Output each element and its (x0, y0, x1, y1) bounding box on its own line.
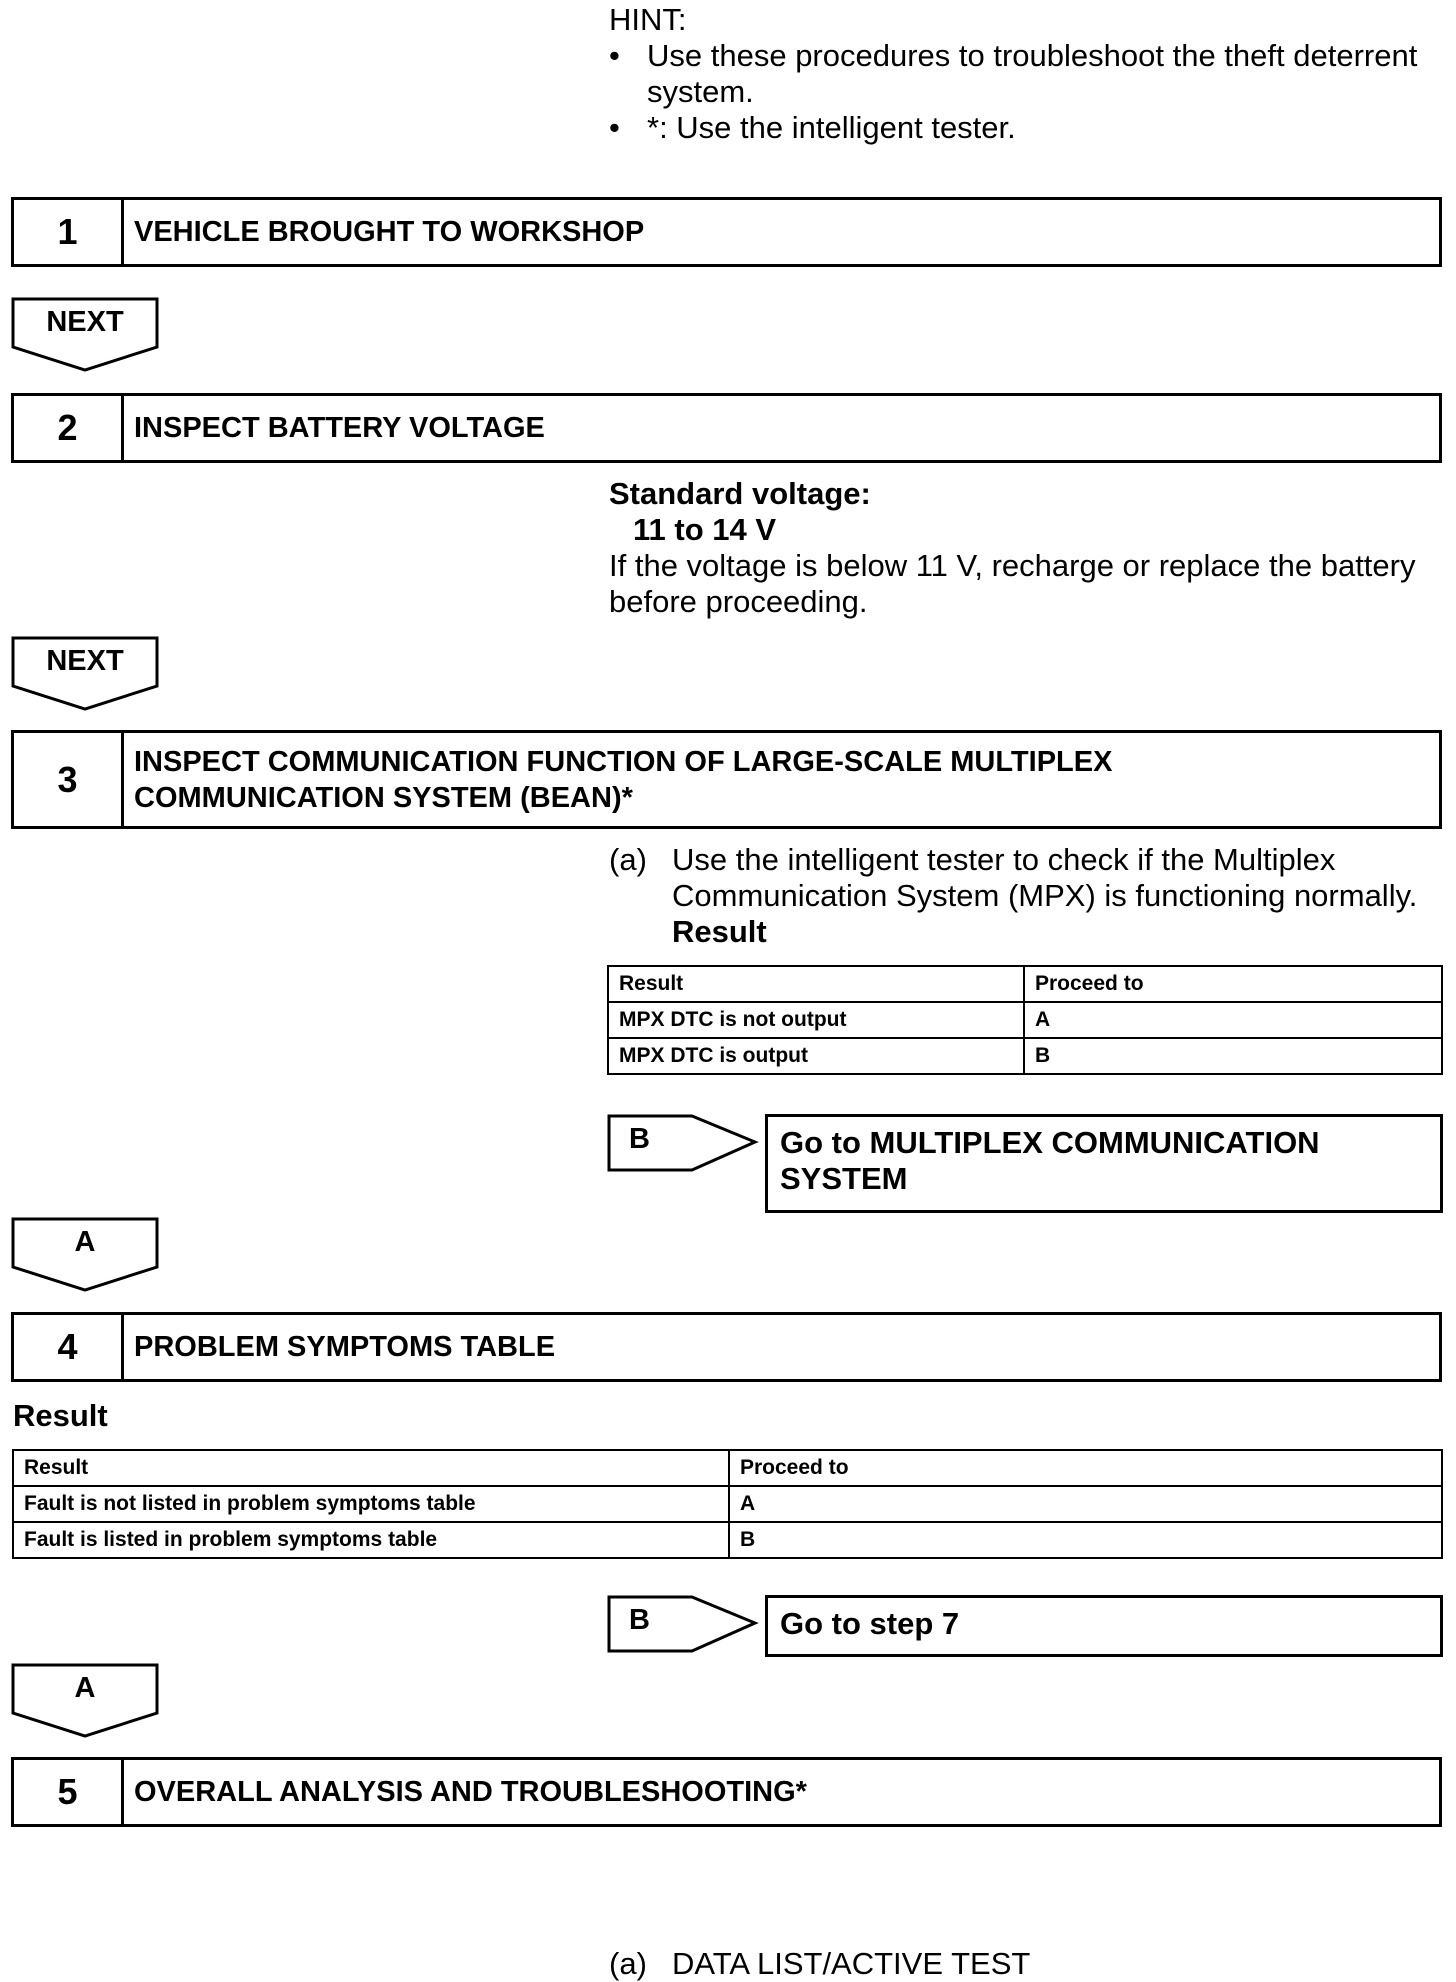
standard-voltage-label: Standard voltage: (609, 476, 871, 511)
step-4-result-table (12, 1449, 1443, 1559)
table-row (608, 1038, 1442, 1074)
standard-voltage-value: 11 to 14 V (633, 512, 777, 547)
next-label: NEXT (46, 645, 124, 677)
b-arrow[interactable] (607, 1114, 759, 1174)
table-header-cell: Result (13, 1450, 729, 1486)
step-3-header (11, 730, 1442, 829)
b-label: B (629, 1604, 650, 1636)
b-label: B (629, 1123, 650, 1155)
step-number: 4 (14, 1315, 124, 1379)
goto-step-7-box[interactable] (765, 1595, 1443, 1657)
step-3-instruction (609, 842, 1429, 950)
item-marker: (a) (609, 1946, 647, 1981)
result-label: Result (13, 1398, 108, 1433)
table-cell: B (1024, 1038, 1442, 1074)
hint-bullet (609, 38, 1429, 110)
table-row (13, 1486, 1442, 1522)
table-cell: Fault is not listed in problem symptoms table (13, 1486, 729, 1522)
a-arrow[interactable] (11, 1217, 159, 1292)
table-cell: MPX DTC is not output (608, 1002, 1024, 1038)
hint-block (609, 2, 1429, 146)
step-title: OVERALL ANALYSIS AND TROUBLESHOOTING* (134, 1776, 807, 1808)
step-title (124, 733, 1439, 826)
table-header-cell: Result (608, 966, 1024, 1002)
step-title: VEHICLE BROUGHT TO WORKSHOP (134, 216, 645, 248)
item-marker: (a) (609, 842, 647, 877)
table-header-cell: Proceed to (1024, 966, 1442, 1002)
goto-line: Go to MULTIPLEX COMMUNICATION (780, 1125, 1320, 1160)
step-5-header (11, 1757, 1442, 1827)
table-row (13, 1522, 1442, 1558)
step-title: PROBLEM SYMPTOMS TABLE (134, 1331, 556, 1363)
b-arrow[interactable] (607, 1595, 759, 1655)
step-number: 2 (14, 396, 124, 460)
next-arrow[interactable] (11, 636, 159, 711)
step-number: 5 (14, 1760, 124, 1824)
table-header-row (13, 1450, 1442, 1486)
goto-line: SYSTEM (780, 1161, 908, 1196)
step-4-header (11, 1312, 1442, 1382)
a-arrow[interactable] (11, 1663, 159, 1738)
bullet-icon: • (609, 38, 620, 73)
table-row (608, 1002, 1442, 1038)
hint-bullet (609, 110, 1429, 146)
hint-title: HINT: (609, 2, 687, 37)
hint-bullet-text: Use these procedures to troubleshoot the theft deterrent system. (647, 38, 1418, 109)
step-number: 3 (14, 733, 124, 826)
step-3-result-table (607, 965, 1443, 1075)
battery-note: If the voltage is below 11 V, recharge or replace the battery before proceeding. (609, 548, 1416, 619)
item-text: DATA LIST/ACTIVE TEST (672, 1946, 1031, 1981)
step-2-header (11, 393, 1442, 463)
step-1-header (11, 197, 1442, 267)
step-title-line: COMMUNICATION SYSTEM (BEAN)* (134, 781, 633, 814)
result-label: Result (672, 914, 767, 949)
a-label: A (74, 1226, 96, 1258)
a-label: A (74, 1672, 96, 1704)
step-title-line: INSPECT COMMUNICATION FUNCTION OF LARGE-SCALE MULTIPLEX (134, 745, 1113, 778)
table-cell: A (729, 1486, 1442, 1522)
step-2-body (609, 476, 1429, 620)
next-label: NEXT (46, 306, 124, 338)
step-5-item (609, 1946, 1429, 1982)
table-header-cell: Proceed to (729, 1450, 1442, 1486)
table-cell: Fault is listed in problem symptoms table (13, 1522, 729, 1558)
table-cell: A (1024, 1002, 1442, 1038)
next-arrow[interactable] (11, 297, 159, 372)
hint-bullet-text: *: Use the intelligent tester. (647, 110, 1016, 145)
step-number: 1 (14, 200, 124, 264)
table-header-row (608, 966, 1442, 1002)
goto-multiplex-box[interactable] (765, 1114, 1443, 1213)
step-title: INSPECT BATTERY VOLTAGE (134, 412, 545, 444)
table-cell: MPX DTC is output (608, 1038, 1024, 1074)
table-cell: B (729, 1522, 1442, 1558)
goto-line: Go to step 7 (780, 1606, 960, 1641)
bullet-icon: • (609, 110, 620, 145)
instruction-text: Use the intelligent tester to check if the Multiplex Communication System (MPX) is functioning normally. (672, 842, 1418, 913)
